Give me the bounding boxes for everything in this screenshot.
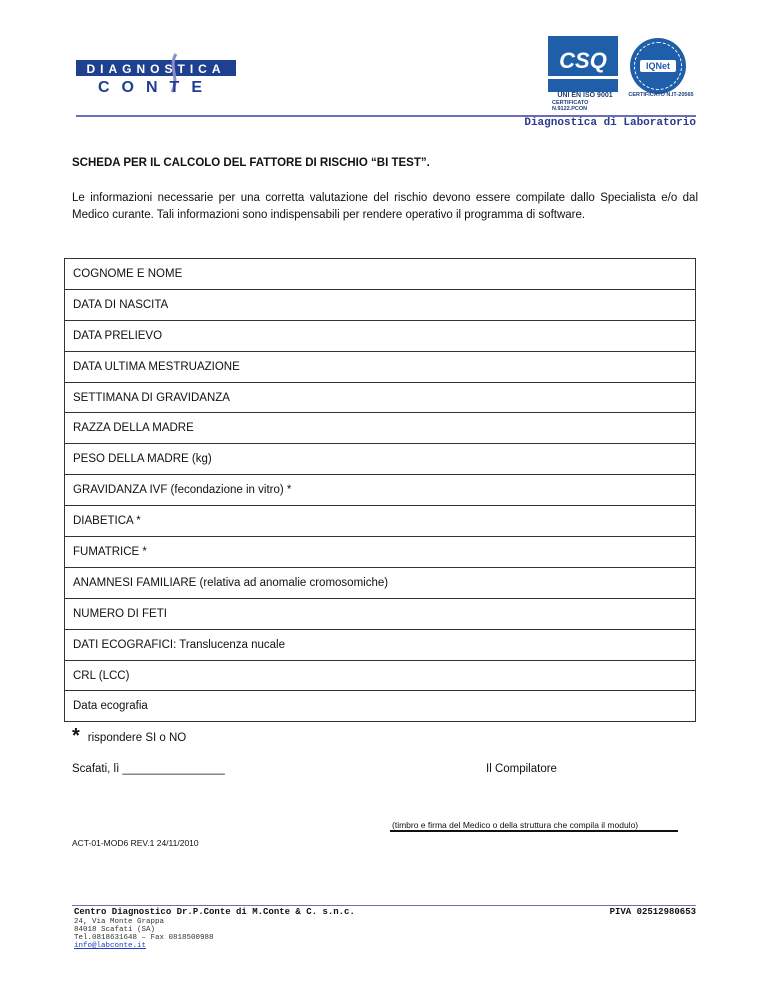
iqnet-certificate-number: CERTIFICATO N.IT-20565 <box>628 92 694 98</box>
form-row-data-ecografia[interactable]: Data ecografia <box>65 691 695 722</box>
form-row-cognome-nome[interactable]: COGNOME E NOME <box>65 259 695 290</box>
form-row-data-prelievo[interactable]: DATA PRELIEVO <box>65 321 695 352</box>
form-row-data-nascita[interactable]: DATA DI NASCITA <box>65 290 695 321</box>
answer-note-text: rispondere SI o NO <box>87 732 187 744</box>
place-date-field[interactable]: Scafati, lì ________________ <box>72 763 225 775</box>
footer-phone: Tel.0818631648 – Fax 0818500988 <box>74 934 214 942</box>
document-code: ACT-01-MOD6 REV.1 24/11/2010 <box>72 838 199 848</box>
form-row-anamnesi-familiare[interactable]: ANAMNESI FAMILIARE (relativa ad anomalie cromosomiche) <box>65 568 695 599</box>
uni-label: UNI EN ISO 9001 <box>557 92 613 99</box>
form-row-fumatrice[interactable]: FUMATRICE * <box>65 537 695 568</box>
signature-note: (timbro e firma del Medico o della struttura che compila il modulo) <box>392 820 639 830</box>
signature-line[interactable] <box>390 830 678 832</box>
form-row-dati-ecografici[interactable]: DATI ECOGRAFICI: Translucenza nucale <box>65 630 695 661</box>
document-intro: Le informazioni necessarie per una corretta valutazione del rischio devono essere compilate dallo Specialista e/o dal Medico curante. Tali informazioni sono indispensabili per rendere operativo il programma di software. <box>72 192 698 221</box>
form-row-settimana-gravidanza[interactable]: SETTIMANA DI GRAVIDANZA <box>65 383 695 414</box>
footer-email-link[interactable]: info@labconte.it <box>74 942 147 950</box>
certification-marks <box>548 36 694 112</box>
compilatore-label: Il Compilatore <box>486 763 557 775</box>
asterisk-icon: * <box>72 725 80 747</box>
footer-address-street: 24, Via Monte Grappa <box>74 918 165 926</box>
footer-address-city: 84018 Scafati (SA) <box>74 926 156 934</box>
lab-title: Diagnostica di Laboratorio <box>524 117 696 129</box>
footer-divider <box>72 905 696 906</box>
csq-mark <box>548 36 618 92</box>
form-table <box>64 258 696 722</box>
form-row-peso-madre[interactable]: PESO DELLA MADRE (kg) <box>65 444 695 475</box>
footer-piva: PIVA 02512980653 <box>609 907 696 917</box>
iqnet-mark <box>630 38 686 94</box>
csq-label: CSQ <box>559 48 607 73</box>
svg-text:CONTE: CONTE <box>98 79 214 96</box>
footer-company: Centro Diagnostico Dr.P.Conte di M.Conte & C. s.n.c. <box>74 907 355 917</box>
svg-text:DIAGNOSTICA: DIAGNOSTICA <box>86 62 226 76</box>
form-row-crl[interactable]: CRL (LCC) <box>65 661 695 692</box>
csq-certificate-number: CERTIFICATO N.9122.PCON <box>552 100 589 112</box>
form-row-diabetica[interactable]: DIABETICA * <box>65 506 695 537</box>
form-row-ultima-mestruazione[interactable]: DATA ULTIMA MESTRUAZIONE <box>65 352 695 383</box>
document-title: SCHEDA PER IL CALCOLO DEL FATTORE DI RISCHIO “BI TEST”. <box>72 157 430 169</box>
form-row-gravidanza-ivf[interactable]: GRAVIDANZA IVF (fecondazione in vitro) * <box>65 475 695 506</box>
iqnet-label: IQNet <box>640 60 676 72</box>
answer-note <box>72 725 187 748</box>
form-row-numero-feti[interactable]: NUMERO DI FETI <box>65 599 695 630</box>
company-logo <box>76 52 236 96</box>
form-row-razza-madre[interactable]: RAZZA DELLA MADRE <box>65 413 695 444</box>
